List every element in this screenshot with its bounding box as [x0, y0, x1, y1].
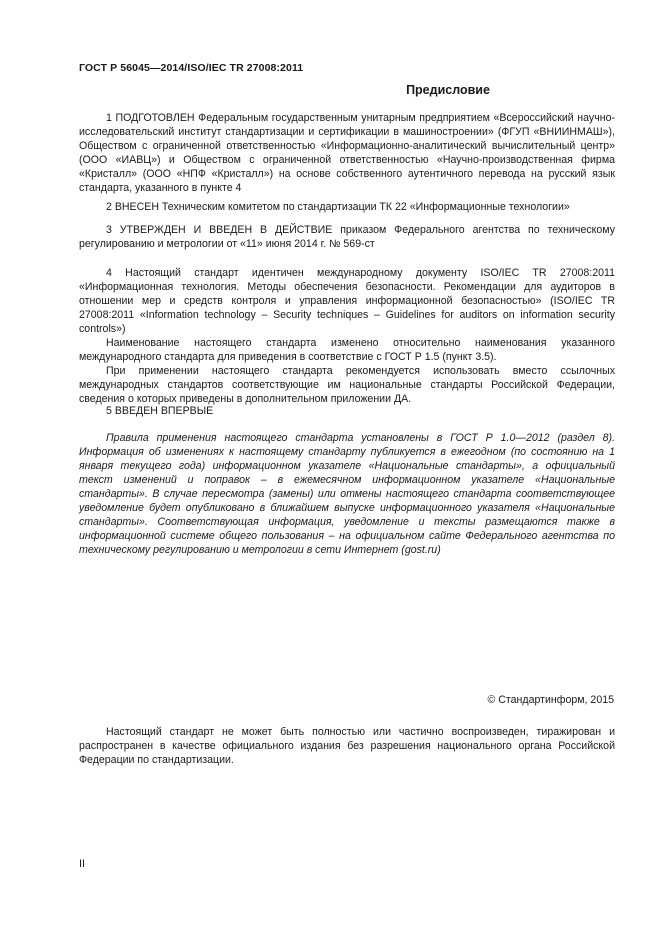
section-4: [79, 266, 615, 406]
reproduction-notice: Настоящий стандарт не может быть полностью или частично воспроизведен, тиражирован и распространен в качестве официального издания без разрешения национального органа Российской Федерации по стандартизации.: [79, 726, 615, 766]
paragraph-introduced: 5 ВВЕДЕН ВПЕРВЫЕ: [106, 405, 214, 417]
page-title: [0, 83, 661, 97]
page-number: II: [79, 858, 86, 870]
paragraph-identical: 4 Настоящий стандарт идентичен международному документу ISO/IEC TR 27008:2011 «Информационная технология. Методы обеспечения безопасности. Рекомендации для аудиторов в отношении мер и средств контроля и управления информационной безопасностью» (ISO/IEC TR 27008:2011 «Information technology – Security techniques – Guidelines for auditors on information security controls»): [79, 267, 615, 335]
section-1: [79, 111, 615, 195]
paragraph-name-changed: Наименование настоящего стандарта изменено относительно наименования указанного международного стандарта для приведения в соответствие с ГОСТ Р 1.5 (пункт 3.5).: [79, 337, 615, 363]
section-2: [79, 200, 615, 214]
paragraph-submitted: 2 ВНЕСЕН Техническим комитетом по стандартизации ТК 22 «Информационные технологии»: [106, 201, 570, 213]
paragraph-application-rules: Правила применения настоящего стандарта установлены в ГОСТ Р 1.0—2012 (раздел 8). Информация об изменениях к настоящему стандарту публикуется в ежегодном (по состоянию на 1 января текущего года) информационном указателе «Национальные стандарты», а официальный текст изменений и поправок – в ежемесячном информационном указателе «Национальные стандарты». В случае пересмотра (замены) или отмены настоящего стандарта соответствующее уведомление будет опубликовано в ближайшем выпуске информационного указателя «Национальные стандарты». Соответствующая информация, уведомление и тексты размещаются также в информационной системе общего пользования – на официальном сайте Федерального агентства по техническому регулированию и метрологии в сети Интернет (gost.ru): [79, 432, 615, 556]
document-header: ГОСТ Р 56045—2014/ISO/IEC TR 27008:2011: [79, 62, 304, 74]
page-title-text: Предисловие: [406, 83, 490, 97]
section-3: [79, 223, 615, 251]
paragraph-approved: 3 УТВЕРЖДЕН И ВВЕДЕН В ДЕЙСТВИЕ приказом Федерального агентства по техническому регулированию и метрологии от «11» июня 2014 г. № 569-ст: [79, 224, 615, 250]
section-notice: [79, 725, 615, 767]
copyright: © Стандартинформ, 2015: [487, 694, 614, 706]
section-rules: [79, 431, 615, 557]
section-5: [79, 404, 615, 418]
paragraph-prepared: 1 ПОДГОТОВЛЕН Федеральным государственным унитарным предприятием «Всероссийский научно-исследовательский институт стандартизации и сертификации в машиностроении» (ФГУП «ВНИИНМАШ»), Обществом с ограниченной ответственностью «Информационно-аналитический вычислительный центр» (ООО «ИАВЦ») и Обществом с ограниченной ответственностью «Научно-производственная фирма «Кристалл» (ООО «НПФ «Кристалл») на основе собственного аутентичного перевода на русский язык стандарта, указанного в пункте 4: [79, 112, 615, 194]
paragraph-references: При применении настоящего стандарта рекомендуется использовать вместо ссылочных международных стандартов соответствующие им национальные стандарты Российской Федерации, сведения о которых приведены в дополнительном приложении ДА.: [79, 365, 615, 405]
